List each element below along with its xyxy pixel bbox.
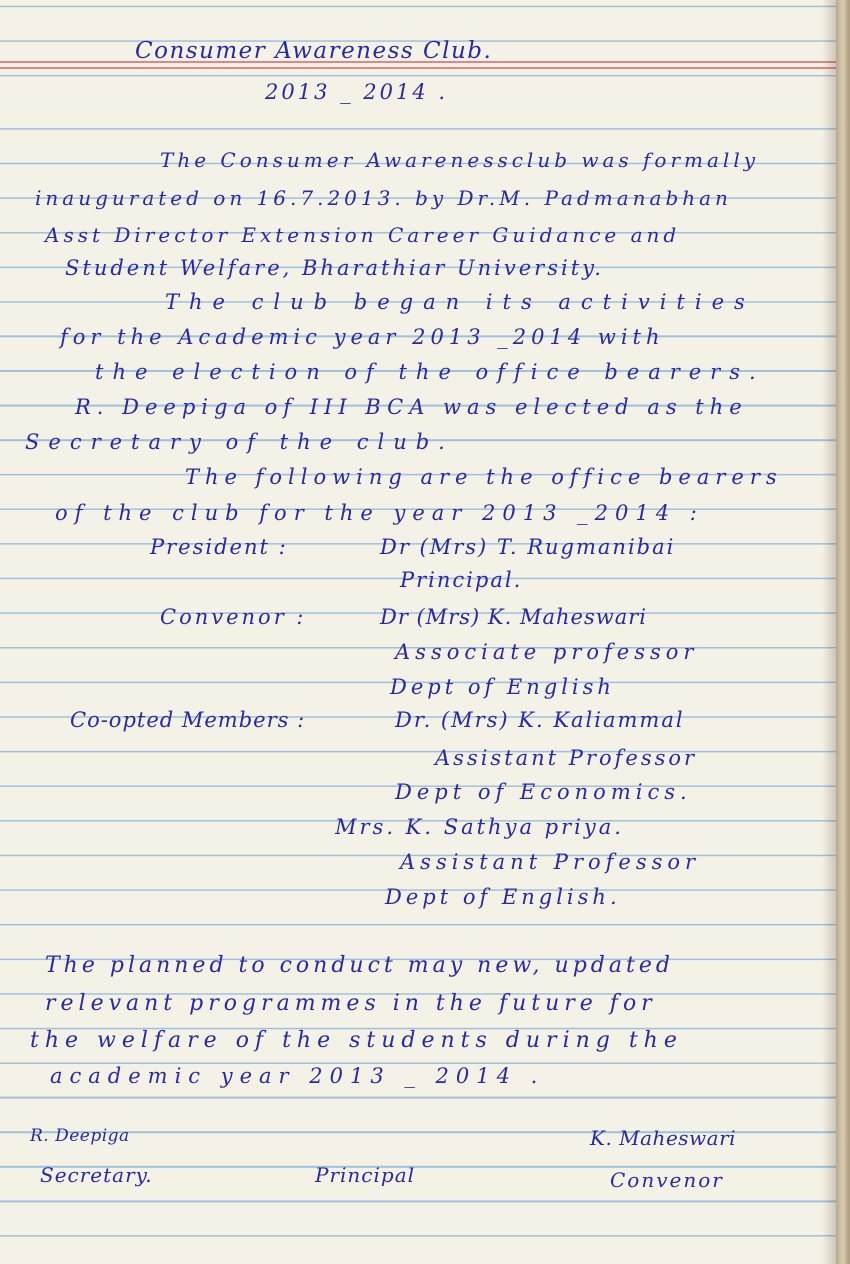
coopted-label: Co-opted Members : (70, 708, 306, 732)
member1-name: Dr. (Mrs) K. Kaliammal (395, 708, 685, 732)
body-line-11: of the club for the year 2013 _2014 : (55, 501, 704, 525)
closing-line-4: academic year 2013 _ 2014 . (50, 1064, 545, 1088)
page-edge (836, 0, 850, 1264)
body-line-4: Student Welfare, Bharathiar University. (65, 256, 604, 280)
principal-label: Principal (315, 1163, 416, 1187)
closing-line-1: The planned to conduct may new, updated (45, 953, 674, 978)
member2-name: Mrs. K. Sathya priya. (335, 815, 624, 839)
secretary-signature: R. Deepiga (30, 1126, 130, 1146)
convenor-title: Associate professor (395, 640, 699, 664)
convenor-label: Convenor : (160, 605, 307, 629)
closing-line-3: the welfare of the students during the (30, 1028, 683, 1053)
president-label: President : (150, 535, 288, 559)
member2-title: Assistant Professor (400, 850, 701, 874)
body-line-8: R. Deepiga of III BCA was elected as the (75, 395, 748, 419)
convenor-name: Dr (Mrs) K. Maheswari (380, 605, 647, 629)
page-title: Consumer Awareness Club. (135, 38, 493, 64)
member1-dept: Dept of Economics. (395, 780, 692, 804)
convenor-sign-label: Convenor (610, 1168, 724, 1192)
body-line-2: inaugurated on 16.7.2013. by Dr.M. Padmanabhan (35, 186, 732, 210)
body-line-1: The Consumer Awarenessclub was formally (160, 148, 760, 172)
body-line-9: Secretary of the club. (25, 430, 454, 454)
body-line-7: the election of the office bearers. (95, 360, 765, 384)
president-name: Dr (Mrs) T. Rugmanibai (380, 535, 676, 559)
body-line-6: for the Academic year 2013 _2014 with (60, 325, 665, 349)
body-line-5: The club began its activities (165, 290, 755, 314)
body-line-10: The following are the office bearers (185, 465, 783, 489)
president-title: Principal. (400, 568, 523, 592)
member1-title: Assistant Professor (435, 746, 698, 770)
closing-line-2: relevant programmes in the future for (45, 991, 657, 1016)
member2-dept: Dept of English. (385, 885, 621, 909)
secretary-label: Secretary. (40, 1163, 153, 1187)
convenor-signature: K. Maheswari (590, 1126, 737, 1150)
year-heading: 2013 _ 2014 . (265, 80, 449, 104)
convenor-dept: Dept of English (390, 675, 615, 699)
red-margin-line (0, 67, 836, 69)
body-line-3: Asst Director Extension Career Guidance and (45, 223, 681, 247)
